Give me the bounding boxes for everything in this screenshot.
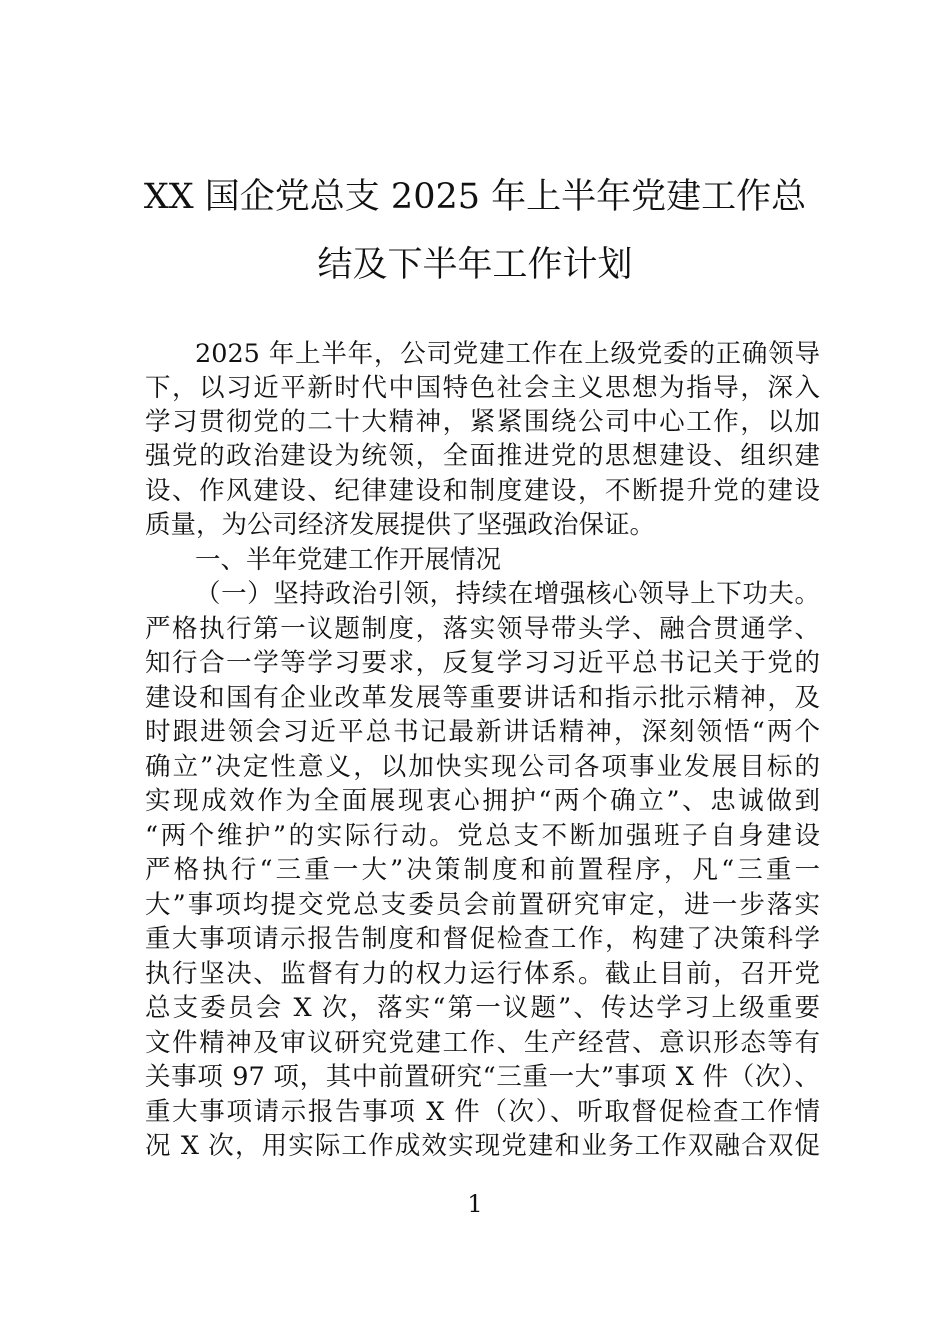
paragraph-line: 执行坚决、监督有力的权力运行体系。截止目前，召开党: [145, 959, 820, 989]
document-title-line-2: 结及下半年工作计划: [317, 245, 633, 285]
paragraph-line: 况 X 次，用实际工作成效实现党建和业务工作双融合双促: [145, 1131, 820, 1161]
paragraph-line: 时跟进领会习近平总书记最新讲话精神，深刻领悟“两个: [145, 717, 820, 747]
paragraph-line: 实现成效作为全面展现衷心拥护“两个确立”、忠诚做到: [145, 786, 820, 816]
paragraph-line: 重大事项请示报告事项 X 件（次）、听取督促检查工作情: [145, 1097, 820, 1127]
subsection-heading: （一）坚持政治引领，持续在增强核心领导上下功夫。: [195, 579, 820, 609]
paragraph-line: 质量，为公司经济发展提供了坚强政治保证。: [145, 510, 656, 540]
paragraph-line: 设、作风建设、纪律建设和制度建设，不断提升党的建设: [145, 476, 820, 506]
paragraph-line: 大”事项均提交党总支委员会前置研究审定，进一步落实: [145, 890, 820, 920]
paragraph-line: “两个维护”的实际行动。党总支不断加强班子自身建设: [145, 821, 820, 851]
paragraph-line: 强党的政治建设为统领，全面推进党的思想建设、组织建: [145, 441, 820, 471]
paragraph-line: 学习贯彻党的二十大精神，紧紧围绕公司中心工作，以加: [145, 407, 820, 437]
paragraph-line: 2025 年上半年，公司党建工作在上级党委的正确领导: [195, 339, 820, 369]
paragraph-line: 严格执行“三重一大”决策制度和前置程序，凡“三重一: [145, 855, 820, 885]
paragraph-line: 重大事项请示报告制度和督促检查工作，构建了决策科学: [145, 924, 820, 954]
page-number: 1: [467, 1190, 483, 1218]
paragraph-line: 确立”决定性意义，以加快实现公司各项事业发展目标的: [145, 752, 820, 782]
paragraph-line: 建设和国有企业改革发展等重要讲话和指示批示精神，及: [145, 683, 820, 713]
paragraph-line: 严格执行第一议题制度，落实领导带头学、融合贯通学、: [145, 614, 820, 644]
paragraph-line: 关事项 97 项，其中前置研究“三重一大”事项 X 件（次）、: [145, 1062, 820, 1092]
document-title-line-1: XX 国企党总支 2025 年上半年党建工作总: [143, 177, 807, 217]
paragraph-line: 文件精神及审议研究党建工作、生产经营、意识形态等有: [145, 1028, 820, 1058]
paragraph-line: 总支委员会 X 次，落实“第一议题”、传达学习上级重要: [145, 993, 820, 1023]
paragraph-line: 知行合一学等学习要求，反复学习习近平总书记关于党的: [145, 648, 820, 678]
section-heading: 一、半年党建工作开展情况: [195, 545, 502, 575]
paragraph-line: 下，以习近平新时代中国特色社会主义思想为指导，深入: [145, 373, 820, 403]
